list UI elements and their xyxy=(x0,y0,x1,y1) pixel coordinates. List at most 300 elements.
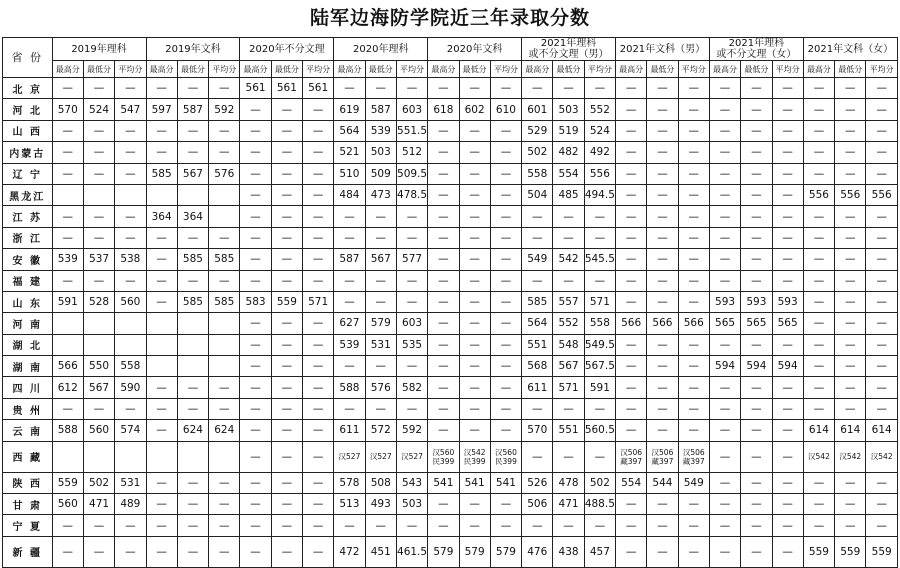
score-cell: — xyxy=(146,291,177,312)
score-cell: — xyxy=(647,78,678,99)
score-cell: — xyxy=(365,227,396,248)
table-row xyxy=(3,356,898,377)
score-cell: — xyxy=(459,142,490,163)
score-cell: — xyxy=(709,441,740,472)
group-header: 2021年文科（女） xyxy=(803,38,897,61)
province-cell: 山 西 xyxy=(3,120,53,141)
score-cell: — xyxy=(146,377,177,398)
score-cell: — xyxy=(303,398,334,419)
score-cell: — xyxy=(177,142,208,163)
score-cell: — xyxy=(303,536,334,567)
score-cell: — xyxy=(271,249,302,270)
score-cell: — xyxy=(709,99,740,120)
score-cell: 482 xyxy=(553,142,584,163)
score-cell: — xyxy=(678,142,709,163)
score-cell: — xyxy=(334,270,365,291)
score-cell: — xyxy=(177,78,208,99)
score-cell: — xyxy=(553,270,584,291)
score-cell: — xyxy=(271,377,302,398)
score-cell: — xyxy=(271,472,302,493)
score-cell: — xyxy=(271,398,302,419)
score-cell: 570 xyxy=(52,99,83,120)
score-cell: 627 xyxy=(334,313,365,334)
score-cell: — xyxy=(616,163,647,184)
score-cell: — xyxy=(52,270,83,291)
score-cell: — xyxy=(177,494,208,515)
score-cell: — xyxy=(741,142,772,163)
score-cell: 603 xyxy=(396,313,427,334)
score-cell: — xyxy=(303,494,334,515)
score-cell: — xyxy=(741,227,772,248)
score-cell: — xyxy=(709,420,740,441)
score-cell: 559 xyxy=(835,536,866,567)
score-cell: — xyxy=(303,249,334,270)
score-cell: — xyxy=(584,206,615,227)
score-cell xyxy=(209,334,240,355)
score-cell: — xyxy=(866,398,898,419)
score-cell: — xyxy=(365,78,396,99)
admission-score-table xyxy=(2,37,898,568)
score-cell: — xyxy=(303,472,334,493)
score-cell: 570 xyxy=(522,420,553,441)
score-cell: — xyxy=(428,494,459,515)
score-cell: 541 xyxy=(490,472,521,493)
score-cell: — xyxy=(428,291,459,312)
score-cell: — xyxy=(678,270,709,291)
score-cell: — xyxy=(616,227,647,248)
score-cell: — xyxy=(490,249,521,270)
score-cell: — xyxy=(709,377,740,398)
score-cell: 590 xyxy=(115,377,146,398)
score-cell: 503 xyxy=(553,99,584,120)
score-cell: — xyxy=(146,420,177,441)
score-cell: 593 xyxy=(741,291,772,312)
page-title: 陆军边海防学院近三年录取分数 xyxy=(309,7,590,29)
score-cell: 544 xyxy=(647,472,678,493)
subheader-cell: 最高分 xyxy=(334,61,365,78)
score-cell: 576 xyxy=(209,163,240,184)
subheader-cell: 平均分 xyxy=(303,61,334,78)
score-cell: 汉560 民399 xyxy=(428,441,459,472)
score-cell: 592 xyxy=(396,420,427,441)
score-cell: — xyxy=(647,377,678,398)
score-cell: 494.5 xyxy=(584,184,615,205)
score-cell: — xyxy=(271,206,302,227)
score-cell: — xyxy=(803,472,834,493)
score-cell: — xyxy=(678,78,709,99)
score-cell: — xyxy=(459,227,490,248)
score-cell: — xyxy=(115,78,146,99)
score-cell: — xyxy=(271,515,302,536)
score-cell: — xyxy=(522,441,553,472)
score-cell: — xyxy=(303,356,334,377)
score-cell: — xyxy=(396,515,427,536)
score-cell: — xyxy=(303,515,334,536)
subheader-cell: 最低分 xyxy=(459,61,490,78)
score-cell: — xyxy=(866,99,898,120)
score-cell: — xyxy=(240,99,271,120)
score-cell: — xyxy=(240,163,271,184)
score-cell: 592 xyxy=(209,99,240,120)
score-cell: — xyxy=(616,120,647,141)
score-cell: — xyxy=(616,420,647,441)
score-cell: — xyxy=(459,377,490,398)
score-cell: 549 xyxy=(522,249,553,270)
score-cell: — xyxy=(396,291,427,312)
score-cell xyxy=(115,334,146,355)
score-cell: — xyxy=(428,227,459,248)
score-cell: — xyxy=(772,120,803,141)
province-cell: 湖 北 xyxy=(3,334,53,355)
score-cell: 539 xyxy=(52,249,83,270)
score-cell: — xyxy=(866,163,898,184)
subheader-row xyxy=(3,61,898,78)
score-cell: — xyxy=(428,78,459,99)
score-cell: 488.5 xyxy=(584,494,615,515)
score-cell xyxy=(83,313,114,334)
score-cell: 566 xyxy=(616,313,647,334)
table-row xyxy=(3,184,898,205)
score-cell: — xyxy=(772,377,803,398)
table-row xyxy=(3,120,898,141)
score-cell: 504 xyxy=(522,184,553,205)
score-cell: — xyxy=(428,356,459,377)
score-cell: 578 xyxy=(334,472,365,493)
score-cell: 624 xyxy=(177,420,208,441)
score-cell: — xyxy=(741,78,772,99)
score-cell: — xyxy=(490,420,521,441)
score-cell: 567 xyxy=(177,163,208,184)
score-cell: — xyxy=(209,472,240,493)
score-cell: — xyxy=(115,206,146,227)
score-cell xyxy=(146,356,177,377)
score-cell: 汉527 xyxy=(365,441,396,472)
score-cell: — xyxy=(146,472,177,493)
score-cell: 594 xyxy=(709,356,740,377)
score-cell: 510 xyxy=(334,163,365,184)
score-cell: — xyxy=(490,142,521,163)
subheader-cell: 最高分 xyxy=(428,61,459,78)
score-cell: — xyxy=(209,142,240,163)
score-cell: — xyxy=(709,227,740,248)
score-cell: 489 xyxy=(115,494,146,515)
province-cell: 浙 江 xyxy=(3,227,53,248)
score-cell: 557 xyxy=(553,291,584,312)
score-cell: — xyxy=(240,142,271,163)
score-cell: — xyxy=(428,398,459,419)
score-cell: — xyxy=(303,270,334,291)
score-cell: — xyxy=(334,398,365,419)
score-cell: — xyxy=(303,313,334,334)
score-cell: — xyxy=(334,356,365,377)
score-cell: 汉506 藏397 xyxy=(616,441,647,472)
score-cell: — xyxy=(709,206,740,227)
score-cell: — xyxy=(835,313,866,334)
score-cell: — xyxy=(271,494,302,515)
province-cell: 福 建 xyxy=(3,270,53,291)
score-cell: 531 xyxy=(115,472,146,493)
score-cell: 汉542 民399 xyxy=(459,441,490,472)
score-cell xyxy=(209,441,240,472)
score-cell: — xyxy=(428,206,459,227)
score-cell: — xyxy=(522,227,553,248)
subheader-cell: 最低分 xyxy=(647,61,678,78)
score-cell xyxy=(52,334,83,355)
score-cell: — xyxy=(553,206,584,227)
score-cell: — xyxy=(271,441,302,472)
score-cell: — xyxy=(616,99,647,120)
score-cell: — xyxy=(83,227,114,248)
score-cell: — xyxy=(803,356,834,377)
score-cell: — xyxy=(616,184,647,205)
score-cell: — xyxy=(741,206,772,227)
score-cell: — xyxy=(678,334,709,355)
score-cell: — xyxy=(741,536,772,567)
score-cell: — xyxy=(459,334,490,355)
score-cell: 524 xyxy=(83,99,114,120)
score-cell: — xyxy=(741,334,772,355)
province-cell: 河 南 xyxy=(3,313,53,334)
score-cell: — xyxy=(678,494,709,515)
score-cell: — xyxy=(741,420,772,441)
score-cell: — xyxy=(303,377,334,398)
score-cell: — xyxy=(365,356,396,377)
score-cell: — xyxy=(741,441,772,472)
score-cell: 579 xyxy=(365,313,396,334)
subheader-cell: 最高分 xyxy=(522,61,553,78)
score-cell: — xyxy=(177,398,208,419)
score-cell: — xyxy=(835,163,866,184)
score-cell: 571 xyxy=(553,377,584,398)
score-cell: 587 xyxy=(365,99,396,120)
score-cell: 601 xyxy=(522,99,553,120)
score-cell: 551 xyxy=(553,420,584,441)
score-cell: 560 xyxy=(115,291,146,312)
score-cell: — xyxy=(772,163,803,184)
score-cell: 543 xyxy=(396,472,427,493)
score-cell: — xyxy=(240,184,271,205)
score-cell: 579 xyxy=(490,536,521,567)
score-cell: — xyxy=(209,227,240,248)
score-cell: — xyxy=(678,163,709,184)
score-cell: — xyxy=(303,206,334,227)
score-cell xyxy=(52,441,83,472)
score-cell: — xyxy=(490,494,521,515)
score-cell: — xyxy=(678,515,709,536)
score-cell xyxy=(209,184,240,205)
score-cell: 561 xyxy=(303,78,334,99)
score-cell: — xyxy=(209,494,240,515)
score-cell: 493 xyxy=(365,494,396,515)
score-cell: — xyxy=(459,494,490,515)
score-cell: — xyxy=(303,99,334,120)
table-row xyxy=(3,227,898,248)
score-cell: 593 xyxy=(772,291,803,312)
table-row xyxy=(3,291,898,312)
score-cell: — xyxy=(271,99,302,120)
score-cell xyxy=(177,441,208,472)
province-header: 省 份 xyxy=(3,38,53,78)
score-cell: — xyxy=(271,313,302,334)
score-cell: 552 xyxy=(584,99,615,120)
score-cell: 364 xyxy=(146,206,177,227)
score-cell: 611 xyxy=(334,420,365,441)
score-cell: — xyxy=(709,184,740,205)
group-header: 2021年理科 或不分文理（男） xyxy=(522,38,616,61)
score-cell: — xyxy=(803,334,834,355)
province-cell: 西 藏 xyxy=(3,441,53,472)
subheader-cell: 最高分 xyxy=(52,61,83,78)
score-cell: — xyxy=(866,78,898,99)
score-cell: 554 xyxy=(553,163,584,184)
score-cell: 593 xyxy=(709,291,740,312)
score-cell: — xyxy=(459,398,490,419)
score-cell: — xyxy=(647,356,678,377)
score-cell: — xyxy=(647,420,678,441)
score-cell: — xyxy=(177,515,208,536)
score-cell: — xyxy=(647,515,678,536)
score-cell: — xyxy=(741,163,772,184)
table-row xyxy=(3,398,898,419)
score-cell: 521 xyxy=(334,142,365,163)
score-cell: — xyxy=(553,398,584,419)
score-cell: — xyxy=(772,142,803,163)
table-row xyxy=(3,472,898,493)
score-cell: — xyxy=(616,356,647,377)
score-cell: 537 xyxy=(83,249,114,270)
score-cell: — xyxy=(709,536,740,567)
province-cell: 河 北 xyxy=(3,99,53,120)
score-cell: — xyxy=(490,515,521,536)
score-cell: — xyxy=(271,120,302,141)
score-cell: — xyxy=(490,78,521,99)
score-cell: — xyxy=(146,515,177,536)
score-cell: 585 xyxy=(177,249,208,270)
score-cell: — xyxy=(709,494,740,515)
score-cell: — xyxy=(271,163,302,184)
score-cell: — xyxy=(365,291,396,312)
score-cell: — xyxy=(522,515,553,536)
score-cell: — xyxy=(522,270,553,291)
score-cell: — xyxy=(866,249,898,270)
score-cell: — xyxy=(647,99,678,120)
score-cell: — xyxy=(741,472,772,493)
score-cell: 583 xyxy=(240,291,271,312)
score-cell: — xyxy=(428,515,459,536)
table-body xyxy=(3,78,898,568)
score-cell: — xyxy=(772,249,803,270)
score-cell: — xyxy=(303,184,334,205)
subheader-cell: 最低分 xyxy=(365,61,396,78)
province-cell: 云 南 xyxy=(3,420,53,441)
score-cell: 548 xyxy=(553,334,584,355)
score-cell: — xyxy=(490,227,521,248)
score-cell: — xyxy=(209,398,240,419)
score-cell: — xyxy=(396,227,427,248)
score-cell xyxy=(52,184,83,205)
score-cell: 565 xyxy=(772,313,803,334)
score-cell: 560 xyxy=(83,420,114,441)
province-cell: 内蒙古 xyxy=(3,142,53,163)
score-cell: — xyxy=(709,398,740,419)
score-cell: — xyxy=(584,515,615,536)
score-cell: — xyxy=(240,472,271,493)
score-cell: 556 xyxy=(866,184,898,205)
score-cell: — xyxy=(83,163,114,184)
score-cell: 614 xyxy=(803,420,834,441)
score-cell: — xyxy=(240,334,271,355)
score-cell: — xyxy=(835,356,866,377)
score-cell: — xyxy=(553,515,584,536)
subheader-cell: 最低分 xyxy=(83,61,114,78)
score-cell: — xyxy=(835,515,866,536)
score-cell xyxy=(209,206,240,227)
score-cell: — xyxy=(866,206,898,227)
score-cell: — xyxy=(490,206,521,227)
score-cell: — xyxy=(647,334,678,355)
score-cell: — xyxy=(803,206,834,227)
score-cell: — xyxy=(678,291,709,312)
score-cell xyxy=(146,184,177,205)
score-cell: 588 xyxy=(52,420,83,441)
score-cell: — xyxy=(209,270,240,291)
score-cell: — xyxy=(209,536,240,567)
score-cell: — xyxy=(428,420,459,441)
score-cell: — xyxy=(803,494,834,515)
score-cell: — xyxy=(459,420,490,441)
score-cell: — xyxy=(240,356,271,377)
score-cell: — xyxy=(271,142,302,163)
score-cell: 364 xyxy=(177,206,208,227)
score-cell: — xyxy=(772,494,803,515)
score-cell: — xyxy=(52,163,83,184)
score-cell: — xyxy=(52,206,83,227)
score-cell: — xyxy=(866,120,898,141)
score-cell: — xyxy=(146,536,177,567)
score-cell: 566 xyxy=(52,356,83,377)
score-cell: — xyxy=(115,163,146,184)
score-cell: — xyxy=(365,398,396,419)
score-cell: 603 xyxy=(396,99,427,120)
score-cell: — xyxy=(83,142,114,163)
score-cell: — xyxy=(115,398,146,419)
score-cell: — xyxy=(647,536,678,567)
subheader-cell: 最低分 xyxy=(271,61,302,78)
score-cell: — xyxy=(741,270,772,291)
score-cell: — xyxy=(271,420,302,441)
score-cell: — xyxy=(835,78,866,99)
score-cell: 529 xyxy=(522,120,553,141)
subheader-cell: 最高分 xyxy=(146,61,177,78)
score-cell: — xyxy=(835,398,866,419)
score-cell: — xyxy=(428,163,459,184)
score-cell xyxy=(209,313,240,334)
score-cell: 538 xyxy=(115,249,146,270)
score-cell: 汉506 藏397 xyxy=(647,441,678,472)
subheader-cell: 最低分 xyxy=(835,61,866,78)
score-cell: — xyxy=(52,120,83,141)
score-cell: — xyxy=(334,206,365,227)
score-cell: 577 xyxy=(396,249,427,270)
score-cell: — xyxy=(459,356,490,377)
score-cell: — xyxy=(490,270,521,291)
score-cell: — xyxy=(772,420,803,441)
score-cell: — xyxy=(490,398,521,419)
score-cell: — xyxy=(835,334,866,355)
score-cell xyxy=(83,334,114,355)
score-cell: — xyxy=(709,249,740,270)
score-cell: — xyxy=(678,356,709,377)
